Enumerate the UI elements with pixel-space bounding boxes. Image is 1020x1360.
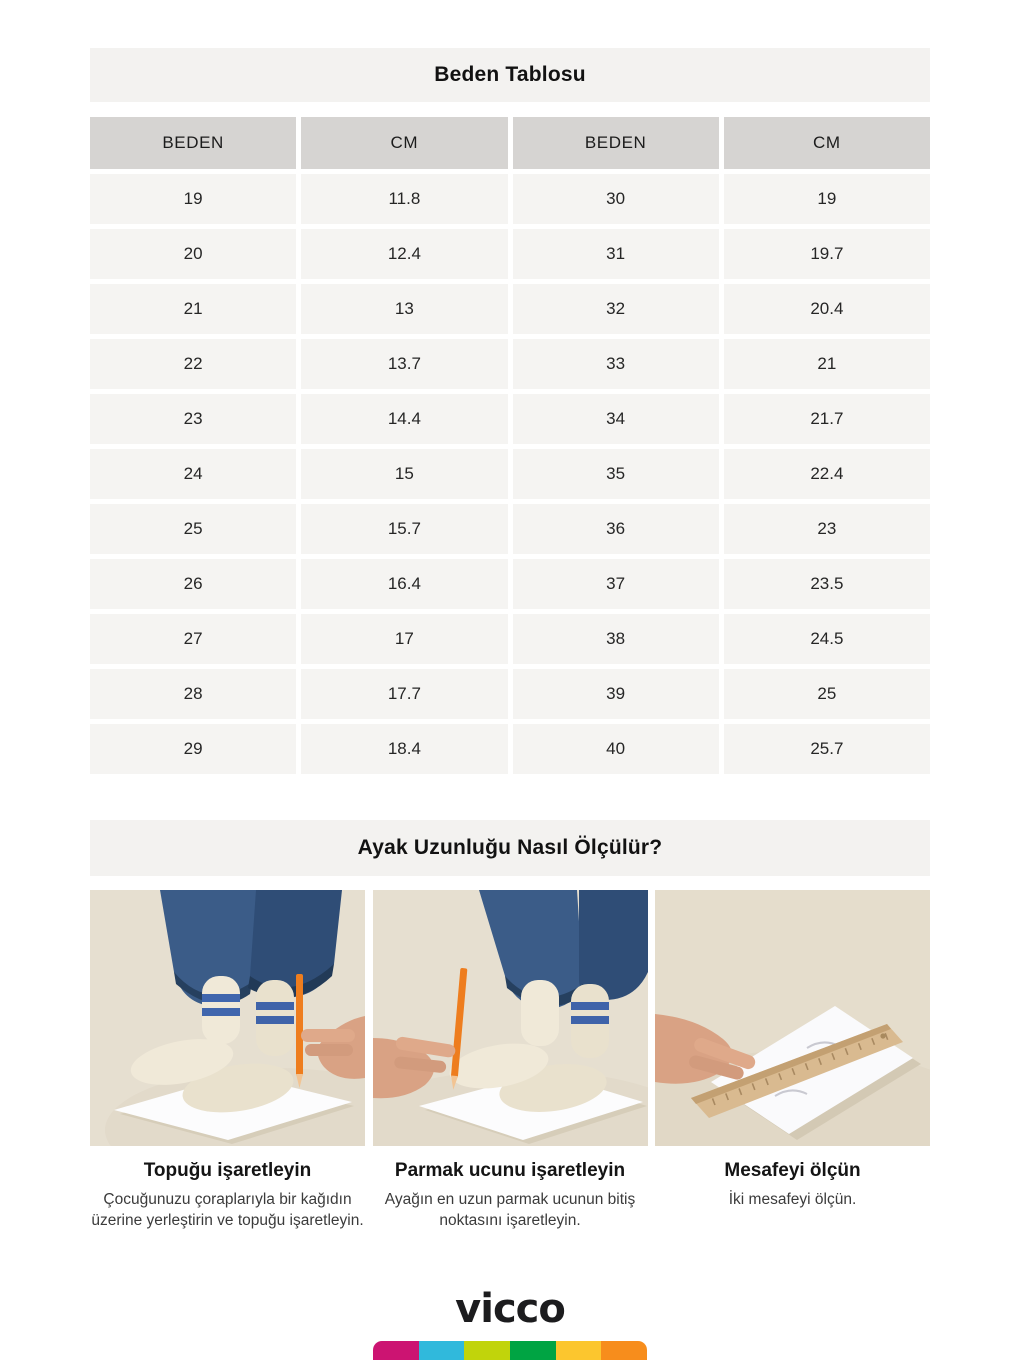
size-cm-cell: 21.7 (724, 394, 930, 444)
step-measure-distance (655, 890, 930, 1231)
size-cm-cell: 15.7 (301, 504, 507, 554)
size-cm-cell: 25.7 (724, 724, 930, 774)
size-table-header-cm: CM (301, 117, 507, 169)
mark-toe-illustration (373, 890, 648, 1146)
size-table-title: Beden Tablosu (434, 63, 586, 86)
photo-measure-distance (655, 890, 930, 1146)
brand-color-segment (601, 1341, 647, 1360)
size-beden-cell: 38 (513, 614, 719, 664)
size-beden-cell: 34 (513, 394, 719, 444)
size-beden-cell: 28 (90, 669, 296, 719)
size-cm-cell: 17.7 (301, 669, 507, 719)
photo-mark-toe (373, 890, 648, 1146)
step-description: İki mesafeyi ölçün. (728, 1191, 857, 1208)
size-beden-cell: 39 (513, 669, 719, 719)
brand-colorbar (373, 1341, 647, 1360)
size-cm-cell: 19.7 (724, 229, 930, 279)
brand-color-segment (373, 1341, 419, 1360)
brand-color-segment (419, 1341, 465, 1360)
size-cm-cell: 22.4 (724, 449, 930, 499)
pencil-icon (296, 974, 303, 1076)
size-beden-cell: 25 (90, 504, 296, 554)
size-beden-cell: 29 (90, 724, 296, 774)
photo-mark-heel (90, 890, 365, 1146)
brand-color-segment (510, 1341, 556, 1360)
size-cm-cell: 13 (301, 284, 507, 334)
size-cm-cell: 23 (724, 504, 930, 554)
size-beden-cell: 20 (90, 229, 296, 279)
size-beden-cell: 27 (90, 614, 296, 664)
size-cm-cell: 21 (724, 339, 930, 389)
size-beden-cell: 23 (90, 394, 296, 444)
mark-heel-illustration (90, 890, 365, 1146)
footer (0, 1286, 1020, 1360)
size-table-header-beden: BEDEN (90, 117, 296, 169)
step-heading: Mesafeyi ölçün (724, 1160, 861, 1181)
size-beden-cell: 22 (90, 339, 296, 389)
size-beden-cell: 36 (513, 504, 719, 554)
howto-title: Ayak Uzunluğu Nasıl Ölçülür? (357, 836, 663, 859)
step-mark-heel (90, 890, 365, 1231)
howto-title-band (90, 820, 930, 876)
size-beden-cell: 37 (513, 559, 719, 609)
size-cm-cell: 18.4 (301, 724, 507, 774)
size-beden-cell: 40 (513, 724, 719, 774)
size-cm-cell: 24.5 (724, 614, 930, 664)
size-cm-cell: 11.8 (301, 174, 507, 224)
size-cm-cell: 23.5 (724, 559, 930, 609)
size-beden-cell: 32 (513, 284, 719, 334)
size-beden-cell: 31 (513, 229, 719, 279)
size-beden-cell: 26 (90, 559, 296, 609)
step-description: Ayağın en uzun parmak ucunun bitiş noktasını işaretleyin. (384, 1191, 636, 1229)
size-beden-cell: 35 (513, 449, 719, 499)
step-mark-toe (373, 890, 648, 1231)
size-cm-cell: 13.7 (301, 339, 507, 389)
size-table (90, 117, 930, 774)
brand-color-segment (556, 1341, 602, 1360)
brand-color-segment (464, 1341, 510, 1360)
size-beden-cell: 33 (513, 339, 719, 389)
size-table-title-band (90, 48, 930, 102)
size-beden-cell: 24 (90, 449, 296, 499)
size-beden-cell: 21 (90, 284, 296, 334)
step-heading: Topuğu işaretleyin (143, 1160, 312, 1181)
size-table-header-cm: CM (724, 117, 930, 169)
size-cm-cell: 19 (724, 174, 930, 224)
size-cm-cell: 25 (724, 669, 930, 719)
step-heading: Parmak ucunu işaretleyin (394, 1160, 626, 1181)
measure-illustration (655, 890, 930, 1146)
size-cm-cell: 16.4 (301, 559, 507, 609)
size-cm-cell: 14.4 (301, 394, 507, 444)
size-table-header-beden: BEDEN (513, 117, 719, 169)
size-cm-cell: 17 (301, 614, 507, 664)
howto-steps (90, 890, 930, 1231)
size-cm-cell: 12.4 (301, 229, 507, 279)
size-beden-cell: 19 (90, 174, 296, 224)
size-beden-cell: 30 (513, 174, 719, 224)
vicco-logo: vicco (455, 1286, 565, 1332)
size-cm-cell: 20.4 (724, 284, 930, 334)
size-cm-cell: 15 (301, 449, 507, 499)
step-description: Çocuğunuzu çoraplarıyla bir kağıdın üzerine yerleştirin ve topuğu işaretleyin. (91, 1191, 364, 1229)
